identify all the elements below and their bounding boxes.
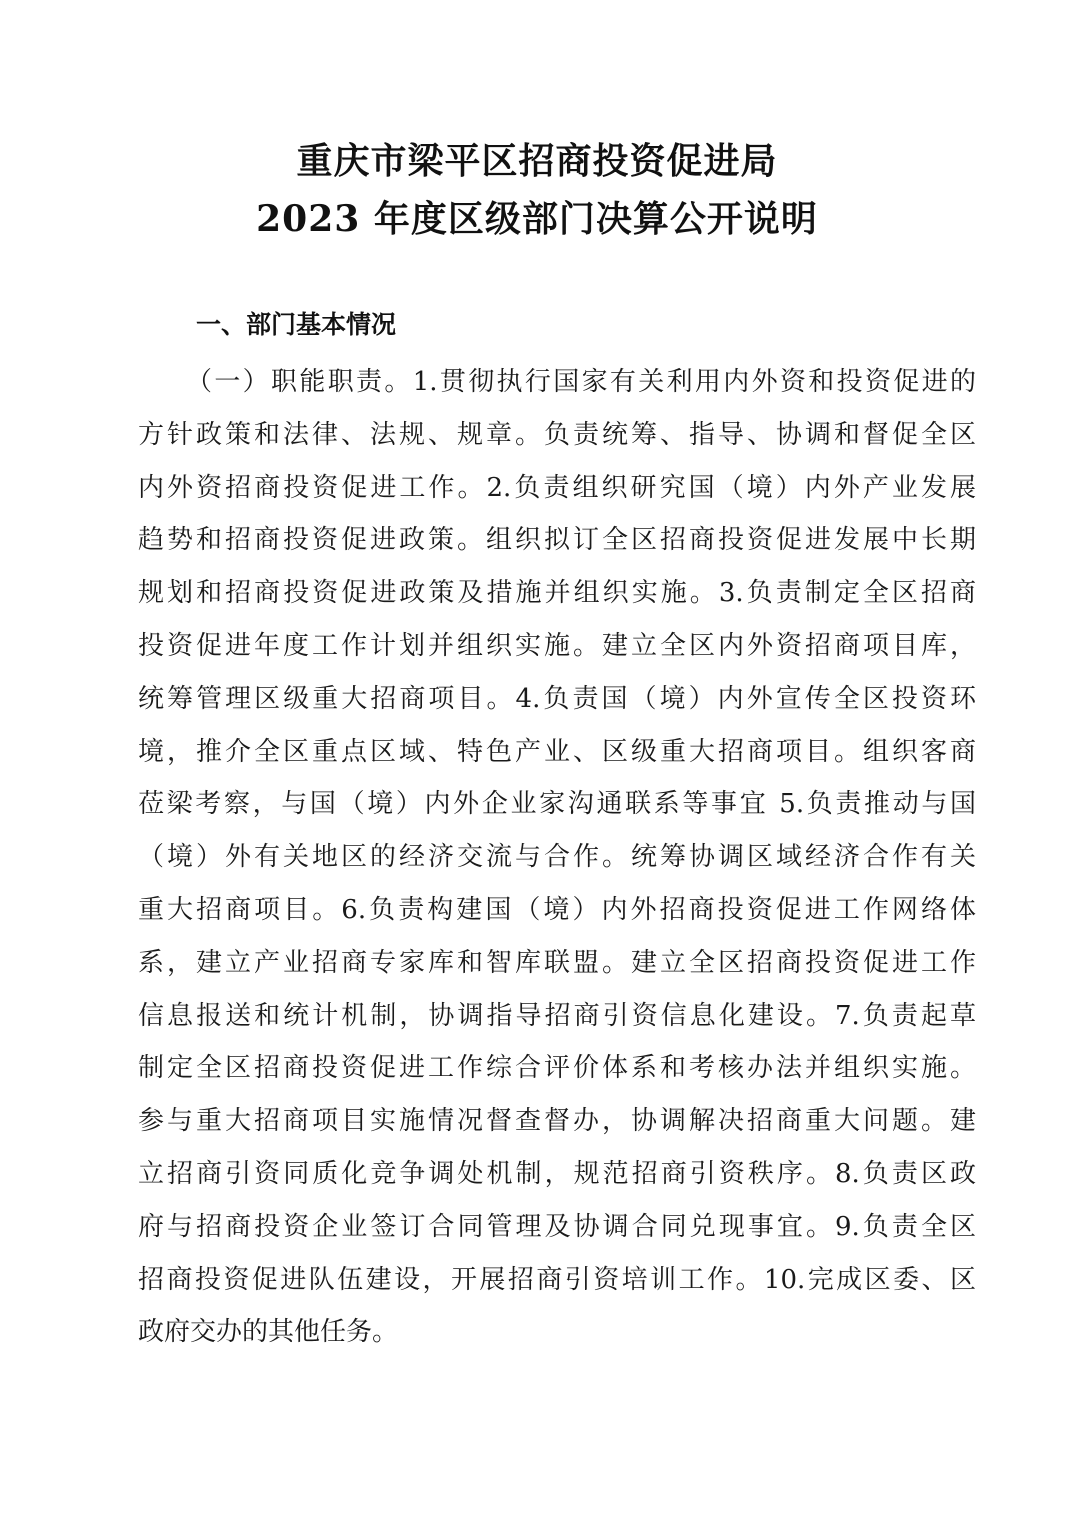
paragraph-line: 投资促进年度工作计划并组织实施。建立全区内外资招商项目库， — [138, 630, 976, 661]
paragraph-line: 制定全区招商投资促进工作综合评价体系和考核办法并组织实施。 — [138, 1053, 976, 1084]
paragraph-line: 方针政策和法律、法规、规章。负责统筹、指导、协调和督促全区 — [138, 419, 976, 450]
paragraph-line: 信息报送和统计机制，协调指导招商引资信息化建设。7.负责起草 — [138, 1000, 976, 1031]
paragraph-line: 立招商引资同质化竞争调处机制，规范招商引资秩序。8.负责区政 — [138, 1158, 976, 1189]
paragraph-line: 内外资招商投资促进工作。2.负责组织研究国（境）内外产业发展 — [138, 472, 976, 503]
paragraph-line: 招商投资促进队伍建设，开展招商引资培训工作。10.完成区委、区 — [138, 1264, 976, 1295]
title-line-2: 2023 年度区级部门决算公开说明 — [256, 198, 818, 240]
paragraph-line: 政府交办的其他任务。 — [138, 1317, 399, 1348]
paragraph-line: 趋势和招商投资促进政策。组织拟订全区招商投资促进发展中长期 — [138, 525, 976, 556]
paragraph-line: 府与招商投资企业签订合同管理及协调合同兑现事宜。9.负责全区 — [138, 1211, 976, 1242]
paragraph-line: （一）职能职责。1.贯彻执行国家有关利用内外资和投资促进的 — [186, 367, 976, 397]
section-heading: 一、部门基本情况 — [196, 310, 397, 339]
paragraph-line: 境，推介全区重点区域、特色产业、区级重大招商项目。组织客商 — [138, 736, 976, 767]
paragraph-line: 系，建立产业招商专家库和智库联盟。建立全区招商投资促进工作 — [138, 947, 976, 978]
document-title — [0, 132, 1074, 248]
paragraph-line: 规划和招商投资促进政策及措施并组织实施。3.负责制定全区招商 — [138, 578, 976, 609]
paragraph-line: （境）外有关地区的经济交流与合作。统筹协调区域经济合作有关 — [138, 842, 976, 873]
paragraph-line: 参与重大招商项目实施情况督查督办，协调解决招商重大问题。建 — [138, 1106, 976, 1137]
body-paragraph — [138, 356, 976, 1359]
title-line-1: 重庆市梁平区招商投资促进局 — [296, 140, 778, 182]
paragraph-line: 统筹管理区级重大招商项目。4.负责国（境）内外宣传全区投资环 — [138, 683, 976, 714]
paragraph-line: 重大招商项目。6.负责构建国（境）内外招商投资促进工作网络体 — [138, 894, 976, 925]
paragraph-line: 莅梁考察，与国（境）内外企业家沟通联系等事宜 5.负责推动与国 — [138, 789, 976, 820]
